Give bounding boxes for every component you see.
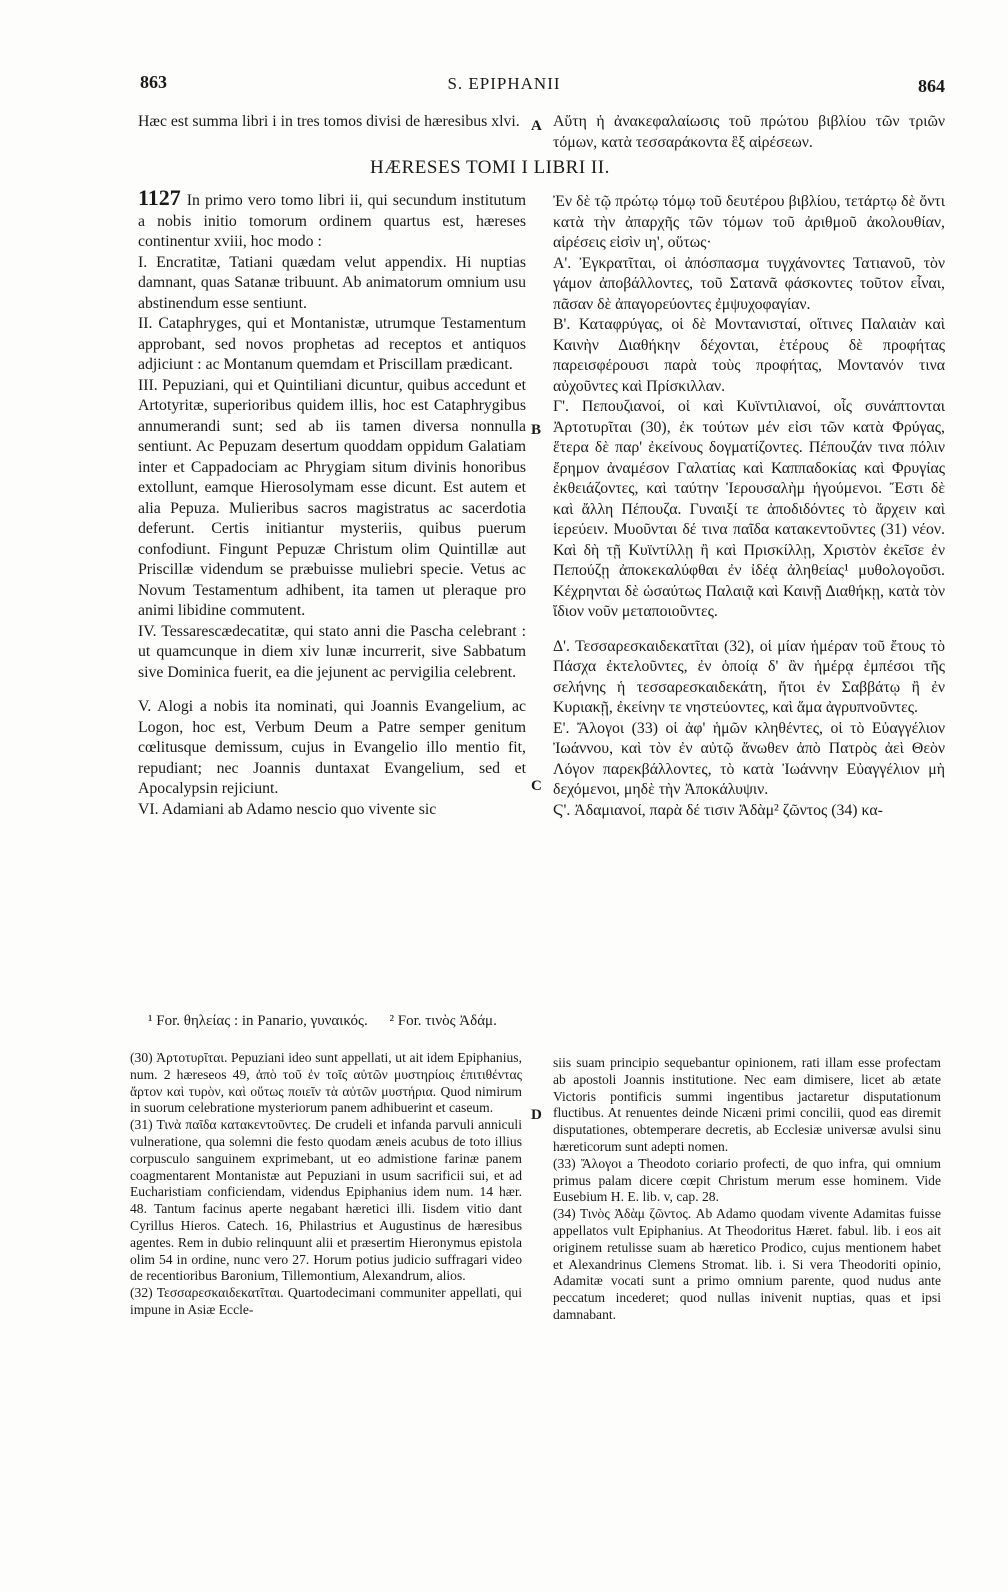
note-34: (34) Τινὸς Ἀδὰμ ζῶντος. Ab Adamo quodam vivente Adamitas fuisse appellatos vult Epiphanius. At Theodoritus Hæret. fabul. lib. i eos ait originem retulisse suam ab hæretico Prodico, cujus mentionem habet et Alexandrinus Clemens Stromat. lib. i. Si vera Theodoriti opinio, Adamitæ vocati sunt a primo omnium parente, quod nudus ante peccatum incederet; quod nullas inivenit nuptias, quas et ipsi damnabant. (553, 1206, 941, 1322)
margin-marker-c: C (531, 778, 542, 794)
latin-intro (138, 112, 526, 133)
footnote-1: ¹ For. θηλείας : in Panario, γυναικός. (148, 1013, 368, 1029)
page-number-left: 863 (140, 72, 167, 92)
latin-heresy-1: I. Encratitæ, Tatiani quædam velut appendix. Hi nuptias damnant, quas Satanæ tribuunt. Ab animatorum omnium usu abstinendum esse sentiunt. (138, 253, 526, 312)
latin-intro-text: Hæc est summa libri i in tres tomos divisi de hæresibus xlvi. (138, 113, 520, 130)
latin-intro-body: In primo vero tomo libri ii, qui secundum institutum a nobis initio tomorum ordinem quartus est, hæreses continentur xviii, hoc modo : (138, 192, 526, 250)
greek-heresy-3: Γ'. Πεπουζιανοί, οἱ καὶ Κυϊντιλιανοί, οἷς συνάπτονται Ἀρτοτυρῖται (30), ἐκ τούτων μέν εἰσι τῶν κατὰ Φρύγας, ἕτερα δὲ παρ' ἐκείνους δογματίζοντες. Πέπουζάν τινα πόλιν ἔρημον ἀναμέσον Γαλατίας καὶ Καππαδοκίας καὶ Φρυγίας ἐκθειάζοντες, καὶ ταύτην Ἱερουσαλὴμ ἡγούμενοι. Ἔστι δὲ καὶ ἄλλη Πέπουζα. Γυναιξί τε ἀποδιδόντες τὸ ἄρχειν καὶ ἱερεύειν. Μυοῦνται δέ τινα παῖδα κατακεντοῦντες (31) νέον. Καὶ δὴ τῇ Κυϊντίλλῃ ἢ καὶ Πρισκίλλῃ, Χριστὸν ἐκεῖσε ἐν Πεπούζῃ ἀποκεκαλύφθαι ἐν ἰδέᾳ ἀληθείας¹ μυθολογοῦσι. Κέχρηνται δὲ ὡσαύτως Παλαιᾷ καὶ Καινῇ Διαθήκῃ, κατὰ τὸν ἴδιον νοῦν μεταποιοῦντες. (553, 398, 945, 620)
latin-paragraph-intro (138, 188, 526, 253)
greek-heresy-6: Ϛ'. Ἀδαμιανοί, παρὰ δέ τισιν Ἀδὰμ² ζῶντος (34) κα- (553, 801, 883, 819)
latin-heresy-5: V. Alogi a nobis ita nominati, qui Joannis Evangelium, ac Logon, hoc est, Verbum Deum a Patre semper genitum cœlitusque demissum, cujus in Evangelio illo mentio fit, repudiant; nec Joannis duntaxat Evangelium, sed et Apocalypsin rejiciunt. (138, 698, 526, 797)
margin-marker-a: A (531, 118, 542, 134)
column-number: 1127 (138, 188, 181, 210)
greek-intro-text: Αὕτη ἡ ἀνακεφαλαίωσις τοῦ πρώτου βιβλίου τῶν τριῶν τόμων, κατὰ τεσσαράκοντα ἓξ αἱρέσεων. (553, 113, 945, 151)
note-32: (32) Τεσσαρεσκαιδεκατῖται. Quartodecimani communiter appellati, qui impune in Asiæ Eccle- (130, 1285, 522, 1317)
margin-marker-d: D (531, 1107, 542, 1123)
greek-heresy-2: Β'. Καταφρύγας, οἱ δὲ Μοντανισταί, οἵτινες Παλαιὰν καὶ Καινὴν Διαθήκην δέχονται, ἑτέρους δὲ προφήτας παρεισφέρουσι παρὰ τοὺς προφήτας, Μοντανόν τινα αὐχοῦντες καὶ Πρίσκιλλαν. (553, 316, 945, 395)
note-30: (30) Ἀρτοτυρῖται. Pepuziani ideo sunt appellati, ut ait idem Epiphanius, num. 2 hæreseos 49, ἀπὸ τοῦ ἐν τοῖς αὐτῶν μυστηρίοις ἐπιτιθέντας ἄρτον καὶ τυρὸν, καὶ οὕτως ποιεῖν τὰ αὐτῶν μυστήρια. Quod nimirum in suorum celebratione mysteriorum panem adhibuerint et caseum. (130, 1050, 522, 1116)
notes-right-column (553, 1055, 941, 1440)
latin-heresy-3: III. Pepuziani, qui et Quintiliani dicuntur, quibus accedunt et Artotyritæ, superioribus quidem illis, hoc est Cataphrygibus annumerandi sunt; sed ab iis tamen diversa nonnulla sentiunt. Ac Pepuzam desertum quoddam oppidum Galatiam inter et Cappadociam ac Phrygiam situm divinis honoribus extollunt, eamque Hierosolymam esse dicunt. Est autem et alia Pepuza. Mulieribus sacros magistratus ac sacerdotia deferunt. Certis initiantur mysteriis, quibus puerum confodiunt. Fingunt Pepuzæ Christum olim Quintillæ aut Priscillæ videndum se præbuisse muliebri specie. Vetus ac Novum Testamentum adhibent, ita tamen ut pleraque pro animi libidine commutent. (138, 376, 526, 619)
latin-column (138, 188, 526, 1000)
latin-heresy-2: II. Cataphryges, qui et Montanistæ, utrumque Testamentum approbant, sed novos prophetas ad receptos et antiquos adjiciunt : ac Montanum quemdam et Priscillam prædicant. (138, 315, 526, 373)
greek-heresy-5: Ε'. Ἄλογοι (33) οἱ ἀφ' ἡμῶν κληθέντες, οἱ τὸ Εὐαγγέλιον Ἰωάννου, καὶ τὸν ἐν αὐτῷ ἄνωθεν ἀπὸ Πατρὸς ἀεὶ Θεὸν Λόγον παρεκβάλλοντες, τὸ κατὰ Ἰωάννην Εὐαγγέλιον μὴ δεχόμενοι, μηδὲ τὴν Ἀποκάλυψιν. (553, 719, 945, 798)
latin-heresy-4: IV. Tessarescædecatitæ, qui stato anni die Pascha celebrant : ut quamcunque in diem xiv lunæ incurrerit, sive Sabbatum sive Dominica fuerit, ea die jejunent ac pervigilia celebrent. (138, 622, 526, 681)
note-33: (33) Ἄλογοι a Theodoto coriario profecti, de quo infra, qui omnium primus palam dicere cœpit Christum merum esse hominem. Vide Eusebium H. E. lib. v, cap. 28. (553, 1155, 941, 1205)
notes-left-column (130, 1050, 522, 1445)
greek-heresy-1: Α'. Ἐγκρατῖται, οἱ ἀπόσπασμα τυγχάνοντες Τατιανοῦ, τὸν γάμον ἀποβάλλοντες, τοῦ Σατανᾶ φάσκοντες τοῦτον εἶναι, πᾶσαν δὲ ἀπαγορεύοντες ἐμψυχοφαγίαν. (553, 254, 945, 313)
page-header (0, 72, 1008, 102)
greek-column (553, 192, 945, 1004)
greek-paragraph-intro: Ἐν δὲ τῷ πρώτῳ τόμῳ τοῦ δευτέρου βιβλίου, τετάρτῳ δὲ ὄντι κατὰ τὴν ἀπαρχῆς τῶν τόμων τοῦ ἀριθμοῦ ἀκολουθίαν, αἱρέσεις εἰσὶν ιη', οὕτως· (553, 193, 945, 251)
margin-marker-b: B (531, 422, 542, 438)
greek-intro (553, 112, 945, 153)
running-title: S. EPIPHANII (447, 74, 561, 93)
footnote-2: ² For. τινὸς Ἀδάμ. (389, 1013, 497, 1029)
latin-heresy-6: VI. Adamiani ab Adamo nescio quo vivente sic (138, 800, 437, 818)
note-31: (31) Τινὰ παῖδα κατακεντοῦντες. De crudeli et infanda parvuli anniculi vulneratione, qua solemni die festo quodam æneis acubus de toto illius corpusculo sanguinem exprimebant, ut eo admistione farinæ panem coagmentarent Montanistæ aut Pepuziani in usum sacrificii sui, et ad Eucharistiam conficiendam, videndus Epiphanius idem num. 14 hær. 48. Tantum facinus aperte negabant hæretici illi. Iisdem vitio dant Cyrillus Hieros. Catech. 16, Philastrius et Augustinus de hæresibus agentes. Rem in dubio relinquunt alii et præsertim Hieronymus epistola olim 54 in ordine, nunc vero 27. Horum potius judicio suffragari video de recentioribus Baronium, Tillemontium, Alexandrum, alios. (130, 1117, 522, 1284)
greek-heresy-4: Δ'. Τεσσαρεσκαιδεκατῖται (32), οἱ μίαν ἡμέραν τοῦ ἔτους τὸ Πάσχα ἐκτελοῦντες, ἐν ὁποίᾳ δ' ἂν ἡμέρᾳ ἐμπέσοι τῆς σελήνης ἡ τεσσαρεσκαιδεκάτη, ἤτοι ἐν Σαββάτῳ ἢ ἐν Κυριακῇ, ἐκείνην τε νηστεύοντες, καὶ ἅμα ἀγρυπνοῦντες. (553, 637, 945, 716)
page-number-right: 864 (918, 76, 945, 96)
note-32-continued: siis suam principio sequebantur opinionem, rati illam esse profectam ab apostoli Joannis institutione. Nec eam dimisere, licet ab ætate Victoris pontificis summi ingentibus jactaretur disputationum fluctibus. At renuentes deinde Nicæni primi concilii, quod eas diremit disputationes, obtemperare decretis, ab Ecclesiæ universæ avulsi sinu hæreticorum sunt adepti nomen. (553, 1055, 941, 1154)
footnotes (148, 1013, 948, 1030)
section-title: HÆRESES TOMI I LIBRI II. (370, 157, 610, 178)
